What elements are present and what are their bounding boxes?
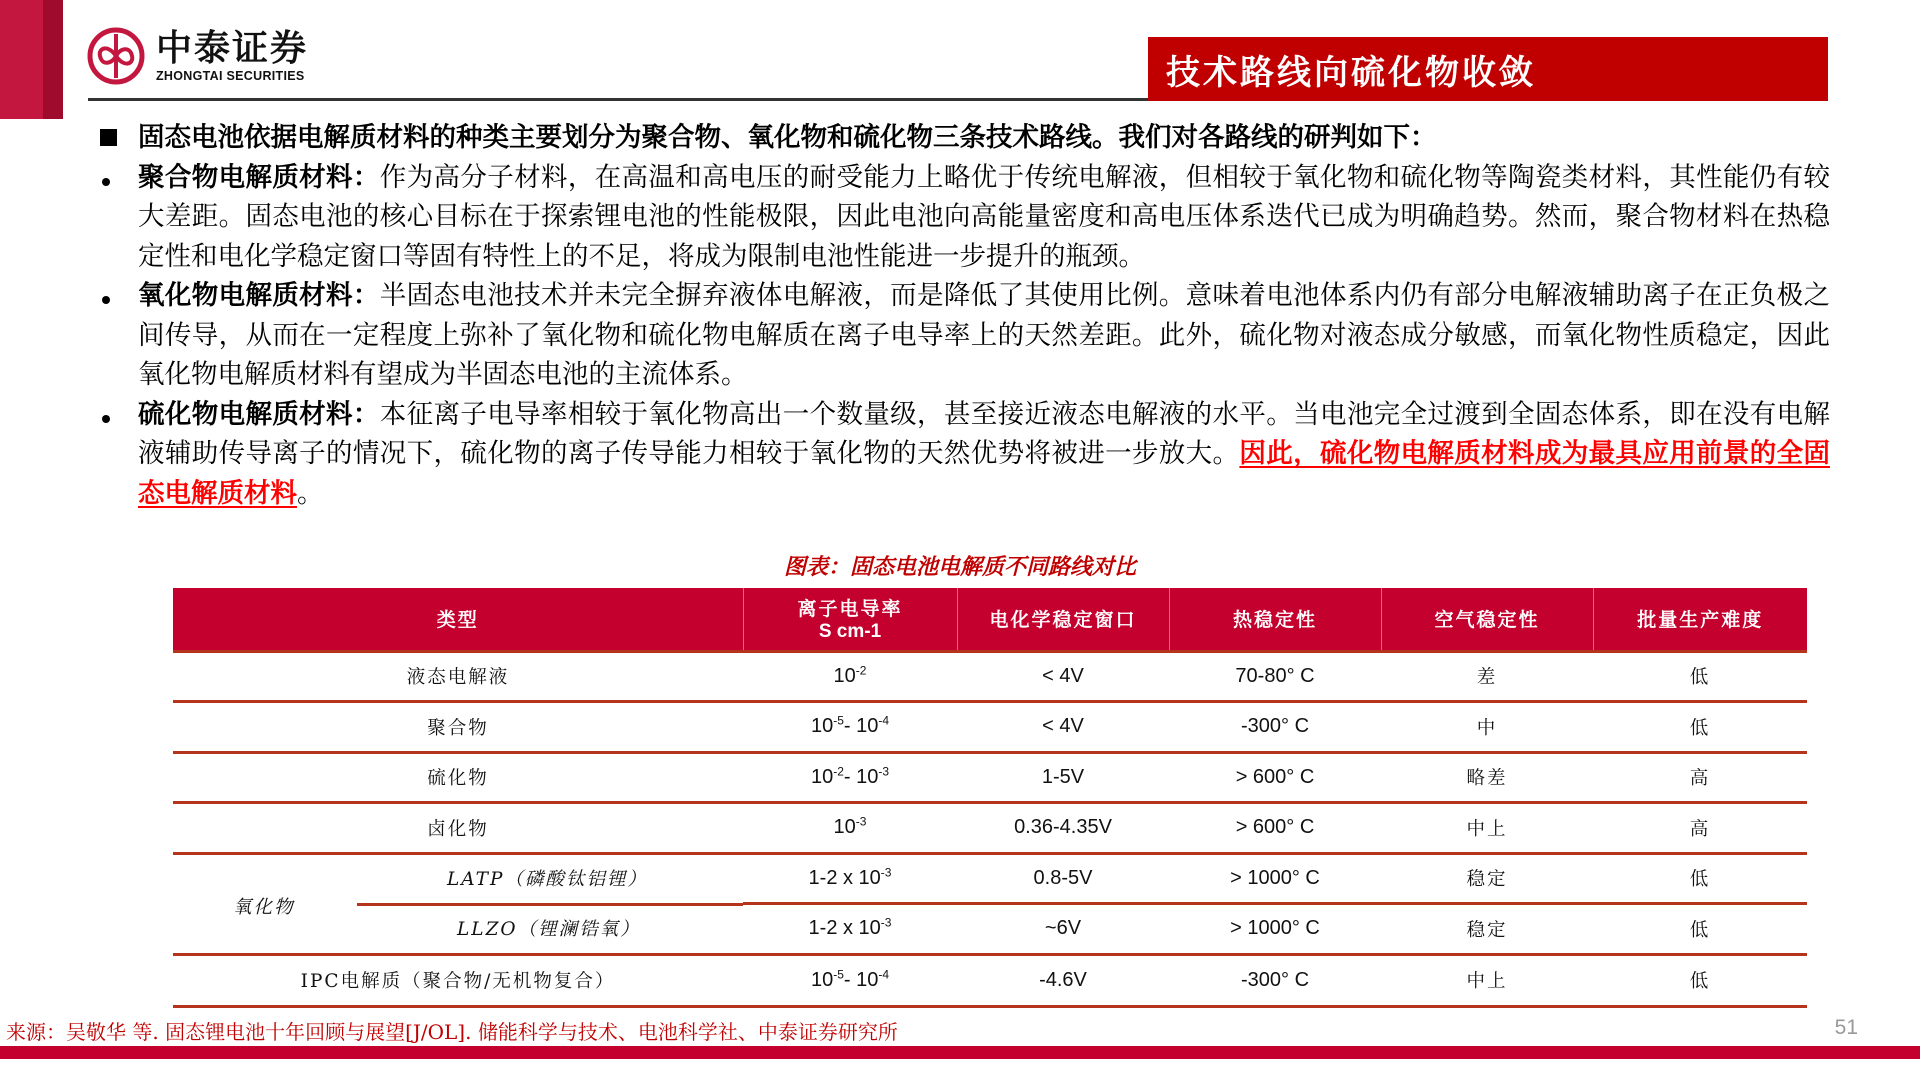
header-type: 类型 (173, 588, 743, 651)
square-bullet-icon (100, 129, 117, 146)
slide-title-banner (1148, 37, 1828, 101)
bullet-label: 氧化物电解质材料： (138, 280, 380, 311)
table-row: LLZO（锂澜锆氧） 1-2 x $10^{-3}$ ~6V > 1000° C 稳定 低 (173, 904, 1807, 955)
zhongtai-logo-icon (86, 26, 146, 86)
source-note: 来源：吴敬华 等. 固态锂电池十年回顾与展望[J/OL]. 储能科学与技术、电池科学社、中泰证券研究所 (6, 1020, 898, 1044)
table-bottom-rule (173, 1005, 1807, 1007)
bullet-text: 本征离子电导率相较于氧化物高出一个数量级，甚至接近液态电解液的水平。当电池完全过渡到全固态体系，即在没有电解液辅助传导离子的情况下，硫化物的离子传导能力相较于氧化物的天然优势将被进一步放大。 (138, 398, 1831, 469)
table-row: 聚合物 $10^{-5}-$ $10^{-4}$ < 4V -300° C 中 低 (173, 702, 1807, 753)
table-row: 液态电解液 $10^{-2}$ < 4V 70-80° C 差 低 (173, 651, 1807, 702)
bullet-polymer (90, 158, 1830, 277)
conclusion-end: 。 (297, 477, 324, 509)
dot-bullet-icon (102, 296, 110, 304)
header-conductivity: 离子电导率 S cm-1 (743, 588, 957, 651)
brand-logo (86, 26, 336, 86)
bullet-oxide (90, 276, 1830, 395)
bullet-sulfide (90, 395, 1830, 514)
bullet-text: 半固态电池技术并未完全摒弃液体电解液，而是降低了其使用比例。意味着电池体系内仍有部分电解液辅助离子在正负极之间传导，从而在一定程度上弥补了氧化物和硫化物电解质在离子电导率上的天然差距。此外，硫化物对液态成分敏感，而氧化物性质稳定，因此氧化物电解质材料有望成为半固态电池的主流体系。 (138, 280, 1831, 390)
bullet-label: 聚合物电解质材料： (138, 161, 380, 193)
conclusion-highlight: 因此，硫化物电解质材料成为最具应用前景的全固态电解质材料 (138, 438, 1831, 509)
body-content (90, 118, 1830, 513)
table-row: IPC电解质（聚合物/无机物复合） $10^{-5}-$ $10^{-4}$ -4.6V -300° C 中上 低 (300, 966, 1711, 992)
intro-paragraph (90, 118, 1830, 158)
dot-bullet-icon (102, 415, 110, 423)
table-row: 氧化物 LATP（磷酸钛铝锂） 1-2 x $10^{-3}$ 0.8-5V > 1000° C 稳定 低 (173, 853, 1807, 904)
table-header-row (173, 588, 1807, 651)
bullet-text: 作为高分子材料，在高温和高电压的耐受能力上略优于传统电解液，但相较于氧化物和硫化物等陶瓷类材料，其性能仍有较大差距。固态电池的核心目标在于探索锂电池的性能极限，因此电池向高能量密度和高电压体系迭代已成为明确趋势。然而，聚合物材料在热稳定性和电化学稳定窗口等固有特性上的不足，将成为限制电池性能进一步提升的瓶颈。 (138, 161, 1831, 272)
page-number: 51 (1834, 1016, 1858, 1039)
group-label-oxide: 氧化物 (233, 896, 295, 918)
table-row: 硫化物 $10^{-2}-$ $10^{-3}$ 1-5V > 600° C 略差 高 (173, 752, 1807, 803)
intro-text: 固态电池依据电解质材料的种类主要划分为聚合物、氧化物和硫化物三条技术路线。我们对各路线的研判如下： (138, 122, 1437, 153)
slide-title: 技术路线向硫化物收敛 (1166, 52, 1536, 93)
header-air: 空气稳定性 (1381, 588, 1593, 651)
brand-name-en: ZHONGTAI SECURITIES (156, 69, 305, 83)
footer-accent-bar (0, 1046, 1920, 1059)
dot-bullet-icon (102, 178, 110, 186)
left-accent-bar (0, 0, 43, 119)
table-caption: 图表：固态电池电解质不同路线对比 (783, 554, 1136, 580)
left-accent-bar-dark (43, 0, 63, 119)
electrolyte-comparison-table (173, 588, 1807, 1008)
brand-name-cn: 中泰证券 (156, 28, 309, 69)
table-row: 卤化物 $10^{-3}$ 0.36-4.35V > 600° C 中上 高 (173, 803, 1807, 854)
header-difficulty: 批量生产难度 (1593, 588, 1807, 651)
bullet-label: 硫化物电解质材料： (138, 398, 380, 430)
header-window: 电化学稳定窗口 (957, 588, 1169, 651)
header-thermal: 热稳定性 (1169, 588, 1381, 651)
